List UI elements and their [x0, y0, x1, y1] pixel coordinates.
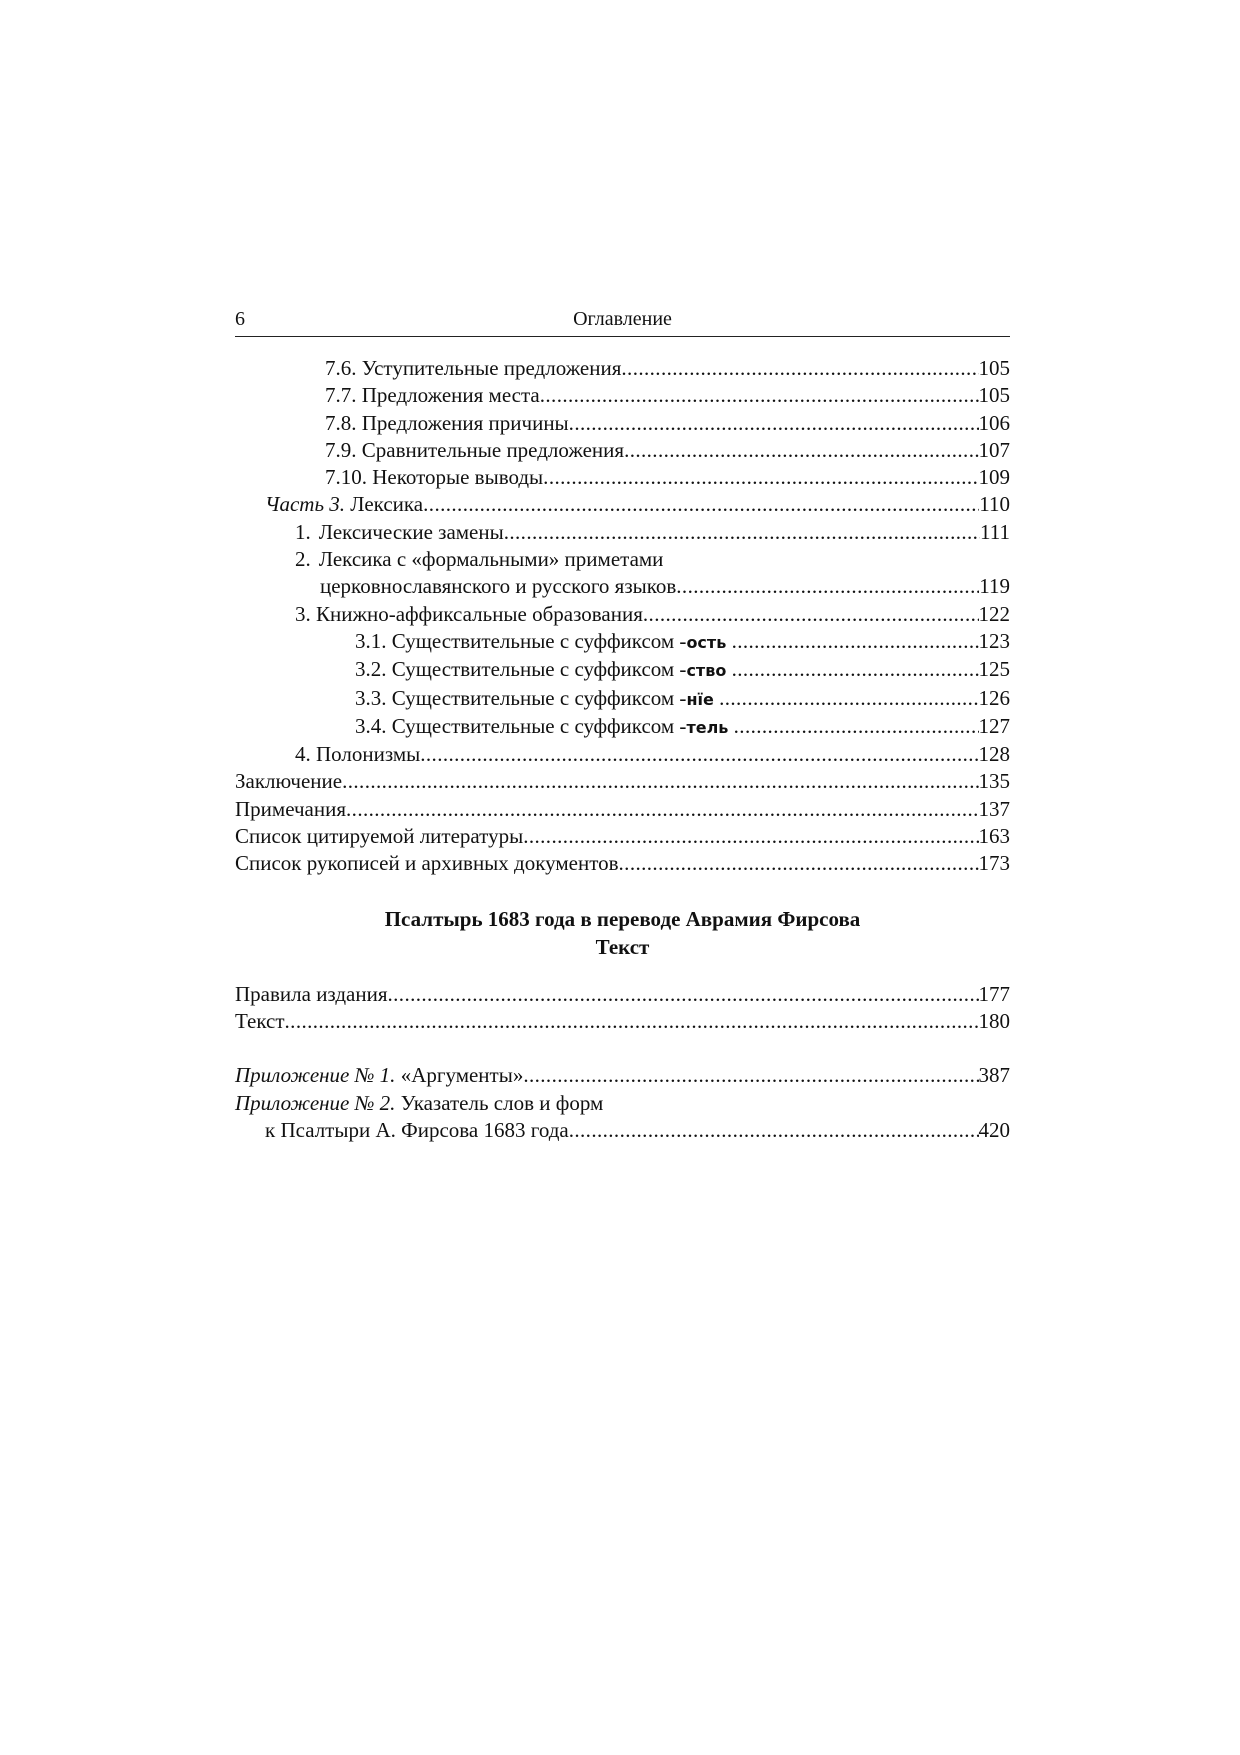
appendix-title-line1: Указатель слов и форм: [395, 1090, 604, 1115]
dot-leader: [423, 491, 979, 518]
toc-entry-label: 7.8. Предложения причины: [325, 410, 569, 435]
dot-leader: [523, 823, 978, 850]
toc-entry-page: 119: [979, 574, 1010, 599]
toc-entry-4[interactable]: [235, 741, 1010, 768]
toc-entry-page: 420: [978, 1117, 1010, 1142]
appendix-title: «Аргументы»: [395, 1063, 524, 1088]
toc-entry-1[interactable]: [235, 519, 1010, 546]
toc-entry-label: [235, 1062, 523, 1089]
dot-leader: [676, 573, 979, 600]
toc-entry-label: 7.10. Некоторые выводы: [325, 465, 544, 490]
slavonic-suffix: тель: [686, 717, 729, 737]
dot-leader: [504, 519, 980, 546]
toc-entry-page: 107: [978, 437, 1010, 462]
toc-entry-page: 111: [980, 519, 1010, 544]
toc-entry-page: 387: [978, 1063, 1010, 1088]
toc-entry-page: 105: [978, 383, 1010, 408]
toc-entry-label: 4. Полонизмы: [295, 742, 421, 767]
entry-title-line1: Лексика с «формальными» приметами: [318, 547, 664, 572]
toc-entry-3-1[interactable]: [235, 628, 1010, 656]
toc-entry-label: [355, 685, 719, 713]
toc-entry-3-4[interactable]: [235, 713, 1010, 741]
toc-entry-page: 135: [978, 769, 1010, 794]
toc-entry-3[interactable]: [235, 601, 1010, 628]
table-of-contents: [235, 355, 1010, 1144]
toc-entry-page: 106: [978, 410, 1010, 435]
toc-entry-appendix-2-line1[interactable]: [235, 1090, 1010, 1117]
dot-leader: [285, 1008, 979, 1035]
toc-entry-label: к Псалтыри А. Фирсова 1683 года: [265, 1117, 569, 1142]
toc-entry-page: 127: [978, 713, 1010, 738]
toc-entry-label: [265, 491, 423, 518]
toc-entry-page: 105: [978, 356, 1010, 380]
toc-entry-page: 109: [978, 465, 1010, 490]
entry-title: Лексические замены: [318, 519, 504, 544]
toc-entry-7-6[interactable]: [235, 355, 1010, 382]
entry-title: 3.4. Существительные с суффиксом -: [355, 713, 687, 738]
toc-entry-3-3[interactable]: [235, 685, 1010, 713]
part-label: Часть 3.: [265, 492, 346, 517]
toc-entry-page: 163: [978, 824, 1010, 849]
toc-entry-label: [295, 519, 504, 546]
toc-entry-7-7[interactable]: [235, 382, 1010, 409]
dot-leader: [624, 437, 978, 464]
toc-entry-7-8[interactable]: [235, 410, 1010, 437]
toc-entry-label: Правила издания: [235, 981, 388, 1006]
dot-leader: [732, 628, 979, 655]
dot-leader: [619, 850, 979, 877]
dot-leader: [643, 601, 979, 628]
toc-entry-bibliography[interactable]: [235, 823, 1010, 850]
toc-entry-appendix-2[interactable]: [235, 1117, 1010, 1144]
toc-entry-page: 123: [978, 628, 1010, 653]
running-head: [235, 300, 1010, 337]
toc-entry-label: Текст: [235, 1008, 285, 1033]
dot-leader: [569, 410, 979, 437]
section-subtitle: Текст: [595, 934, 650, 959]
appendix-label: Приложение № 2.: [235, 1090, 396, 1115]
dot-leader: [346, 796, 978, 823]
running-head-title: Оглавление: [573, 308, 672, 330]
toc-entry-text[interactable]: [235, 1008, 1010, 1035]
toc-entry-label: 7.6. Уступительные предложения: [325, 356, 622, 380]
toc-entry-page: 126: [978, 685, 1010, 710]
toc-entry-page: 125: [978, 657, 1010, 682]
toc-entry-conclusion[interactable]: [235, 768, 1010, 795]
appendix-label: Приложение № 1.: [235, 1063, 396, 1088]
toc-entry-appendix-1[interactable]: [235, 1062, 1010, 1089]
toc-entry-3-2[interactable]: [235, 656, 1010, 684]
toc-entry-label: церковнославянского и русского языков: [320, 574, 677, 599]
book-page: [235, 300, 1010, 1144]
dot-leader: [420, 741, 978, 768]
toc-entry-page: 122: [978, 601, 1010, 626]
entry-number: 1.: [295, 519, 311, 544]
entry-title: 3.3. Существительные с суффиксом -: [355, 685, 687, 710]
slavonic-suffix: ство: [686, 661, 727, 681]
entry-title: 3.1. Существительные с суффиксом -: [355, 628, 687, 653]
toc-entry-editing-rules[interactable]: [235, 981, 1010, 1008]
dot-leader: [543, 464, 978, 491]
toc-entry-2[interactable]: [235, 573, 1010, 600]
toc-entry-label: 3. Книжно-аффиксальные образования: [295, 601, 643, 626]
section-title: Псалтырь 1683 года в переводе Аврамия Фирсова: [384, 906, 861, 931]
toc-entry-label: Заключение: [235, 769, 343, 794]
toc-entry-label: 7.9. Сравнительные предложения: [325, 437, 625, 462]
dot-leader: [732, 656, 979, 683]
section-heading: [235, 905, 1010, 961]
toc-entry-2-line1[interactable]: [235, 546, 1010, 573]
entry-number: 2.: [295, 547, 311, 572]
slavonic-suffix: нїе: [686, 689, 714, 709]
toc-entry-notes[interactable]: [235, 796, 1010, 823]
toc-entry-part-3[interactable]: [235, 491, 1010, 518]
toc-entry-page: 173: [978, 851, 1010, 876]
dot-leader: [342, 768, 978, 795]
entry-title: 3.2. Существительные с суффиксом -: [355, 657, 687, 682]
toc-entry-label: Список цитируемой литературы: [235, 824, 524, 849]
toc-entry-manuscripts[interactable]: [235, 850, 1010, 877]
toc-entry-7-10[interactable]: [235, 464, 1010, 491]
dot-leader: [734, 713, 979, 740]
toc-entry-label: Список рукописей и архивных документов: [235, 851, 619, 876]
toc-entry-label: [355, 628, 732, 656]
dot-leader: [719, 685, 978, 712]
toc-entry-page: 177: [978, 981, 1010, 1006]
page-number: 6: [235, 308, 245, 330]
toc-entry-page: 180: [978, 1008, 1010, 1033]
dot-leader: [621, 355, 978, 382]
dot-leader: [388, 981, 979, 1008]
toc-entry-page: 128: [978, 742, 1010, 767]
toc-entry-label: [355, 656, 732, 684]
toc-entry-label: Примечания: [235, 796, 347, 821]
dot-leader: [540, 382, 979, 409]
dot-leader: [523, 1062, 978, 1089]
toc-entry-page: 137: [978, 796, 1010, 821]
toc-entry-label: [355, 713, 734, 741]
toc-entry-page: 110: [979, 492, 1010, 517]
part-title: Лексика: [345, 492, 424, 517]
slavonic-suffix: ость: [686, 632, 727, 652]
dot-leader: [569, 1117, 979, 1144]
toc-entry-label: 7.7. Предложения места: [325, 383, 540, 408]
toc-entry-7-9[interactable]: [235, 437, 1010, 464]
